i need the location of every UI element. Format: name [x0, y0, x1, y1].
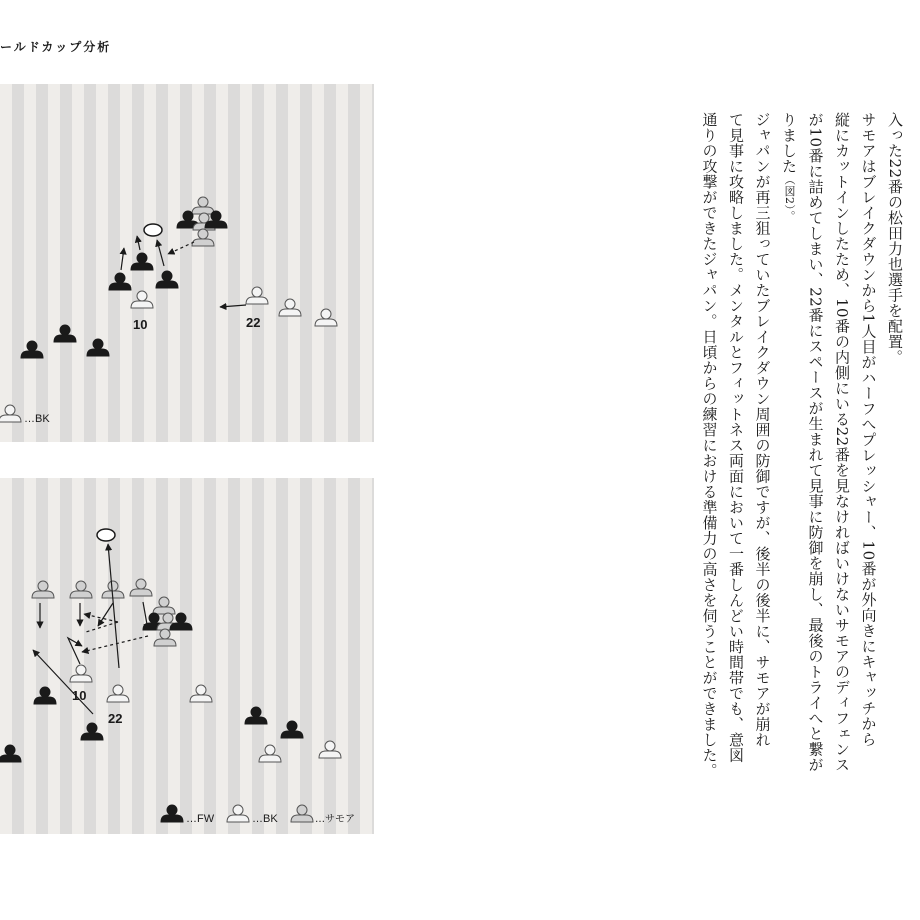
player-fw — [281, 721, 303, 738]
player-number-label: 10 — [72, 688, 87, 703]
article-line: サモアはブレイクダウンから1人目がハーフへプレッシャー、10番が外向きにキャッチから — [859, 112, 878, 747]
legend-bk-label: …BK — [24, 413, 50, 425]
player-fw — [170, 613, 192, 630]
player-bk — [315, 309, 337, 326]
ball-icon — [144, 224, 162, 236]
player-fw — [156, 271, 178, 288]
article-line — [776, 112, 803, 872]
legend-bk-icon — [227, 805, 249, 822]
player-samoa — [130, 579, 152, 596]
article-line: 通りの攻撃ができたジャパン。日頃からの練習における準備力の高さを伺うことができました。 — [700, 112, 719, 779]
player-fw — [87, 339, 109, 356]
page-header: ールドカップ分析 — [0, 40, 112, 54]
player-samoa — [192, 197, 214, 214]
player-fw — [34, 687, 56, 704]
player-fw — [109, 273, 131, 290]
player-bk — [319, 741, 341, 758]
player-fw — [21, 341, 43, 358]
player-samoa — [70, 581, 92, 598]
figure-2-diagram — [0, 478, 374, 834]
player-number-label: 22 — [246, 315, 261, 330]
article-line-text: りました — [780, 112, 798, 174]
player-bk — [279, 299, 301, 316]
article-line: 入った22番の松田力也選手を配置。 — [886, 112, 904, 365]
article-body — [668, 112, 908, 872]
legend-fw-icon — [161, 805, 183, 822]
player-bk — [131, 291, 153, 308]
player-fw — [0, 745, 21, 762]
legend-fw-label: …FW — [186, 813, 215, 825]
legend-samoa-label: …サモア — [315, 814, 355, 825]
legend-bk-icon — [0, 405, 21, 422]
article-line: て見事に攻略しました。メンタルとフィットネス両面において一番しんどい時間帯でも、意図 — [727, 112, 745, 763]
player-samoa — [32, 581, 54, 598]
player-bk — [107, 685, 129, 702]
article-line: ジャパンが再三狙っていたブレイクダウン周囲の防御ですが、後半の後半に、サモアが崩れ — [753, 112, 772, 748]
player-number-label: 22 — [108, 711, 123, 726]
ball-icon — [97, 529, 115, 541]
player-samoa — [154, 629, 176, 646]
player-fw — [54, 325, 76, 342]
player-fw — [81, 723, 103, 740]
player-samoa — [192, 229, 214, 246]
figure-reference: （図2）。 — [783, 174, 796, 222]
player-samoa — [153, 597, 175, 614]
player-bk — [70, 665, 92, 682]
player-bk — [259, 745, 281, 762]
figure-1-diagram — [0, 84, 374, 442]
player-bk — [246, 287, 268, 304]
player-bk — [190, 685, 212, 702]
legend-samoa-icon — [291, 805, 313, 822]
article-line: が10番に詰めてしまい、22番にスペースが生まれて見事に防御を崩し、最後のトライへと繋が — [806, 112, 825, 773]
legend-bk-label: …BK — [252, 813, 278, 825]
player-number-label: 10 — [133, 317, 148, 332]
player-fw — [245, 707, 267, 724]
article-line: 縦にカットインしたため、10番の内側にいる22番を見なければいけないサモアのディフェンス — [833, 112, 851, 773]
player-fw — [131, 253, 153, 270]
